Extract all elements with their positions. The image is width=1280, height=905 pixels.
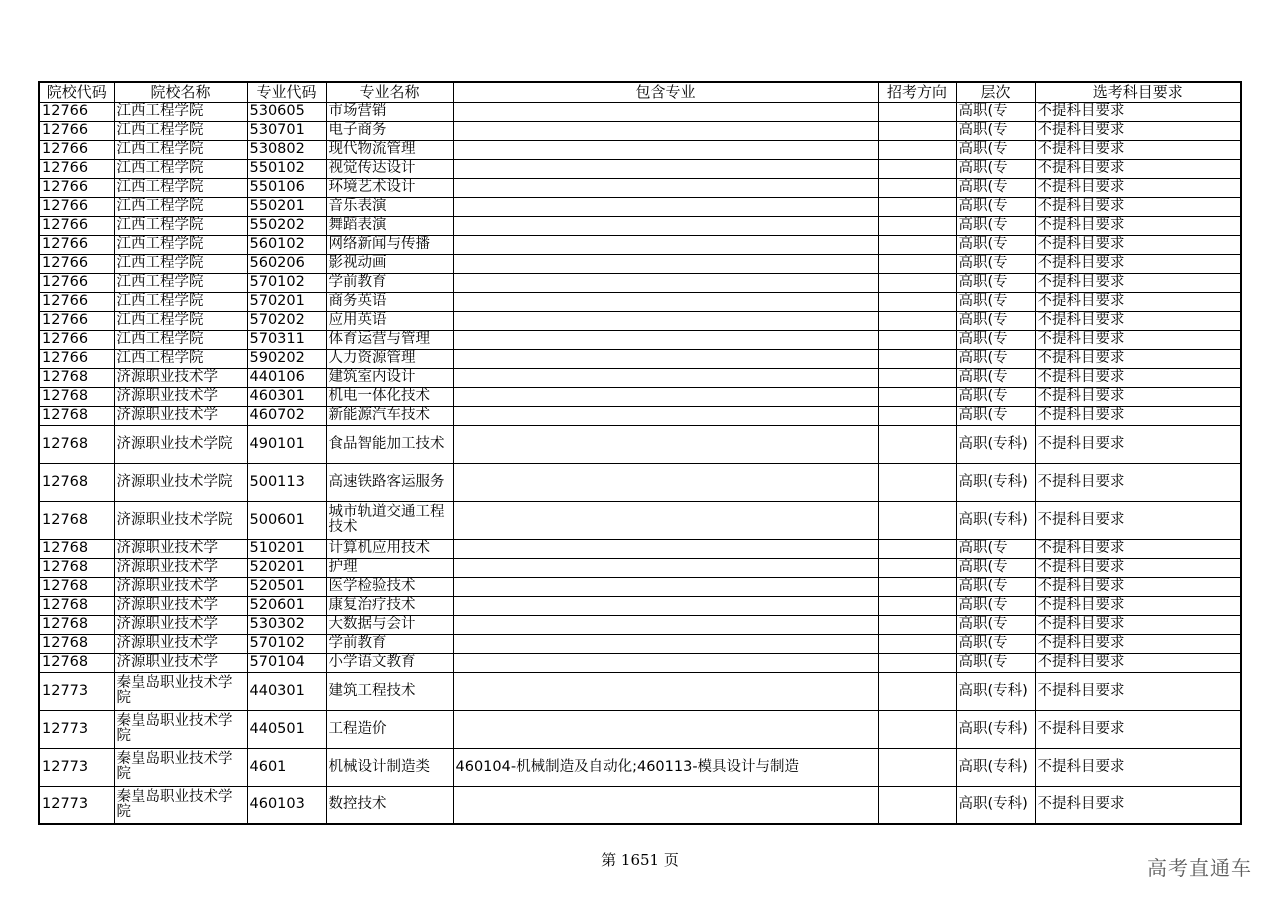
major-code-cell: 570102	[247, 273, 326, 292]
major-name-cell: 舞蹈表演	[326, 216, 453, 235]
major-name-cell: 影视动画	[326, 254, 453, 273]
major-code-cell: 550106	[247, 178, 326, 197]
level-cell: 高职(专	[956, 558, 1035, 577]
direction-cell	[878, 539, 956, 558]
major-code-cell: 560102	[247, 235, 326, 254]
direction-cell	[878, 311, 956, 330]
table-row	[39, 292, 1241, 311]
major-code-cell: 530701	[247, 121, 326, 140]
school-name-cell: 江西工程学院	[114, 178, 247, 197]
major-code-cell: 4601	[247, 748, 326, 786]
direction-cell	[878, 197, 956, 216]
school-name-cell: 济源职业技术学院	[114, 501, 247, 539]
major-name-cell: 大数据与会计	[326, 615, 453, 634]
subject-requirement-cell: 不提科目要求	[1035, 596, 1241, 615]
major-name-cell: 现代物流管理	[326, 140, 453, 159]
school-code-cell: 12766	[39, 159, 114, 178]
direction-cell	[878, 273, 956, 292]
level-cell: 高职(专科)	[956, 672, 1035, 710]
major-code-cell: 530802	[247, 140, 326, 159]
major-name-cell: 医学检验技术	[326, 577, 453, 596]
major-name-cell: 机械设计制造类	[326, 748, 453, 786]
table-row	[39, 577, 1241, 596]
school-code-cell: 12766	[39, 311, 114, 330]
major-code-cell: 520501	[247, 577, 326, 596]
school-code-cell: 12773	[39, 748, 114, 786]
header-level: 层次	[956, 82, 1035, 102]
major-code-cell: 570104	[247, 653, 326, 672]
subject-requirement-cell: 不提科目要求	[1035, 710, 1241, 748]
school-name-cell: 江西工程学院	[114, 121, 247, 140]
level-cell: 高职(专	[956, 349, 1035, 368]
subject-requirement-cell: 不提科目要求	[1035, 121, 1241, 140]
school-name-cell: 济源职业技术学	[114, 406, 247, 425]
direction-cell	[878, 558, 956, 577]
header-included-majors: 包含专业	[453, 82, 878, 102]
direction-cell	[878, 615, 956, 634]
subject-requirement-cell: 不提科目要求	[1035, 159, 1241, 178]
school-name-cell: 江西工程学院	[114, 216, 247, 235]
subject-requirement-cell: 不提科目要求	[1035, 615, 1241, 634]
direction-cell	[878, 577, 956, 596]
header-major-name: 专业名称	[326, 82, 453, 102]
level-cell: 高职(专科)	[956, 748, 1035, 786]
level-cell: 高职(专	[956, 197, 1035, 216]
included-majors-cell	[453, 330, 878, 349]
header-subject-requirement: 选考科目要求	[1035, 82, 1241, 102]
school-name-cell: 江西工程学院	[114, 159, 247, 178]
header-major-code: 专业代码	[247, 82, 326, 102]
major-code-cell: 440301	[247, 672, 326, 710]
table-row	[39, 501, 1241, 539]
major-name-cell: 学前教育	[326, 273, 453, 292]
school-code-cell: 12766	[39, 235, 114, 254]
school-name-cell: 江西工程学院	[114, 102, 247, 121]
subject-requirement-cell: 不提科目要求	[1035, 501, 1241, 539]
table-row	[39, 235, 1241, 254]
header-school-name: 院校名称	[114, 82, 247, 102]
major-name-cell: 数控技术	[326, 786, 453, 824]
school-name-cell: 江西工程学院	[114, 254, 247, 273]
direction-cell	[878, 710, 956, 748]
major-name-cell: 食品智能加工技术	[326, 425, 453, 463]
school-code-cell: 12773	[39, 672, 114, 710]
direction-cell	[878, 102, 956, 121]
included-majors-cell	[453, 615, 878, 634]
major-code-cell: 590202	[247, 349, 326, 368]
major-name-cell: 建筑室内设计	[326, 368, 453, 387]
major-name-cell: 护理	[326, 558, 453, 577]
level-cell: 高职(专	[956, 292, 1035, 311]
level-cell: 高职(专	[956, 596, 1035, 615]
school-name-cell: 济源职业技术学院	[114, 425, 247, 463]
table-row	[39, 368, 1241, 387]
included-majors-cell	[453, 311, 878, 330]
school-name-cell: 济源职业技术学	[114, 368, 247, 387]
school-name-cell: 江西工程学院	[114, 197, 247, 216]
included-majors-cell	[453, 387, 878, 406]
school-code-cell: 12766	[39, 349, 114, 368]
major-name-cell: 视觉传达设计	[326, 159, 453, 178]
major-code-cell: 520201	[247, 558, 326, 577]
major-code-cell: 500113	[247, 463, 326, 501]
level-cell: 高职(专	[956, 330, 1035, 349]
table-row	[39, 615, 1241, 634]
included-majors-cell	[453, 558, 878, 577]
school-code-cell: 12766	[39, 178, 114, 197]
subject-requirement-cell: 不提科目要求	[1035, 197, 1241, 216]
major-name-cell: 环境艺术设计	[326, 178, 453, 197]
major-code-cell: 570201	[247, 292, 326, 311]
level-cell: 高职(专科)	[956, 463, 1035, 501]
level-cell: 高职(专	[956, 311, 1035, 330]
direction-cell	[878, 387, 956, 406]
school-name-cell: 江西工程学院	[114, 330, 247, 349]
included-majors-cell	[453, 216, 878, 235]
level-cell: 高职(专	[956, 387, 1035, 406]
table-header-row	[39, 82, 1241, 102]
subject-requirement-cell: 不提科目要求	[1035, 216, 1241, 235]
level-cell: 高职(专	[956, 539, 1035, 558]
included-majors-cell	[453, 406, 878, 425]
major-name-cell: 人力资源管理	[326, 349, 453, 368]
school-code-cell: 12768	[39, 653, 114, 672]
major-code-cell: 560206	[247, 254, 326, 273]
table-row	[39, 406, 1241, 425]
major-code-cell: 440106	[247, 368, 326, 387]
table-row	[39, 140, 1241, 159]
major-name-cell: 商务英语	[326, 292, 453, 311]
level-cell: 高职(专	[956, 216, 1035, 235]
direction-cell	[878, 501, 956, 539]
subject-requirement-cell: 不提科目要求	[1035, 463, 1241, 501]
major-name-cell: 城市轨道交通工程技术	[326, 501, 453, 539]
major-code-cell: 570202	[247, 311, 326, 330]
table-row	[39, 558, 1241, 577]
table-row	[39, 178, 1241, 197]
level-cell: 高职(专	[956, 577, 1035, 596]
major-code-cell: 550202	[247, 216, 326, 235]
school-code-cell: 12773	[39, 786, 114, 824]
direction-cell	[878, 178, 956, 197]
subject-requirement-cell: 不提科目要求	[1035, 634, 1241, 653]
school-code-cell: 12768	[39, 406, 114, 425]
included-majors-cell	[453, 102, 878, 121]
subject-requirement-cell: 不提科目要求	[1035, 292, 1241, 311]
table-row	[39, 349, 1241, 368]
included-majors-cell	[453, 349, 878, 368]
level-cell: 高职(专科)	[956, 501, 1035, 539]
subject-requirement-cell: 不提科目要求	[1035, 748, 1241, 786]
admissions-table	[38, 81, 1242, 825]
included-majors-cell	[453, 273, 878, 292]
major-name-cell: 体育运营与管理	[326, 330, 453, 349]
school-name-cell: 济源职业技术学	[114, 596, 247, 615]
major-name-cell: 工程造价	[326, 710, 453, 748]
direction-cell	[878, 634, 956, 653]
subject-requirement-cell: 不提科目要求	[1035, 577, 1241, 596]
school-code-cell: 12773	[39, 710, 114, 748]
direction-cell	[878, 653, 956, 672]
direction-cell	[878, 292, 956, 311]
direction-cell	[878, 330, 956, 349]
major-code-cell: 460702	[247, 406, 326, 425]
major-name-cell: 建筑工程技术	[326, 672, 453, 710]
major-name-cell: 市场营销	[326, 102, 453, 121]
level-cell: 高职(专科)	[956, 786, 1035, 824]
included-majors-cell	[453, 539, 878, 558]
school-name-cell: 济源职业技术学	[114, 387, 247, 406]
direction-cell	[878, 216, 956, 235]
included-majors-cell	[453, 235, 878, 254]
page-number: 第 1651 页	[601, 851, 679, 869]
major-name-cell: 计算机应用技术	[326, 539, 453, 558]
school-code-cell: 12768	[39, 387, 114, 406]
school-code-cell: 12766	[39, 216, 114, 235]
included-majors-cell	[453, 121, 878, 140]
school-code-cell: 12768	[39, 558, 114, 577]
school-code-cell: 12766	[39, 273, 114, 292]
major-code-cell: 460103	[247, 786, 326, 824]
included-majors-cell	[453, 634, 878, 653]
table-row	[39, 710, 1241, 748]
watermark-text: 高考直通车	[1147, 856, 1252, 880]
level-cell: 高职(专	[956, 235, 1035, 254]
level-cell: 高职(专	[956, 254, 1035, 273]
school-name-cell: 秦皇岛职业技术学院	[114, 786, 247, 824]
subject-requirement-cell: 不提科目要求	[1035, 406, 1241, 425]
subject-requirement-cell: 不提科目要求	[1035, 235, 1241, 254]
direction-cell	[878, 406, 956, 425]
major-name-cell: 学前教育	[326, 634, 453, 653]
subject-requirement-cell: 不提科目要求	[1035, 140, 1241, 159]
direction-cell	[878, 140, 956, 159]
direction-cell	[878, 425, 956, 463]
included-majors-cell	[453, 159, 878, 178]
subject-requirement-cell: 不提科目要求	[1035, 349, 1241, 368]
table-row	[39, 102, 1241, 121]
included-majors-cell	[453, 653, 878, 672]
level-cell: 高职(专	[956, 140, 1035, 159]
subject-requirement-cell: 不提科目要求	[1035, 786, 1241, 824]
subject-requirement-cell: 不提科目要求	[1035, 311, 1241, 330]
school-name-cell: 秦皇岛职业技术学院	[114, 748, 247, 786]
school-code-cell: 12768	[39, 501, 114, 539]
direction-cell	[878, 368, 956, 387]
major-code-cell: 490101	[247, 425, 326, 463]
included-majors-cell	[453, 368, 878, 387]
table-row	[39, 539, 1241, 558]
major-name-cell: 网络新闻与传播	[326, 235, 453, 254]
subject-requirement-cell: 不提科目要求	[1035, 558, 1241, 577]
table-row	[39, 254, 1241, 273]
major-code-cell: 570102	[247, 634, 326, 653]
direction-cell	[878, 121, 956, 140]
direction-cell	[878, 159, 956, 178]
subject-requirement-cell: 不提科目要求	[1035, 102, 1241, 121]
major-name-cell: 小学语文教育	[326, 653, 453, 672]
table-row	[39, 197, 1241, 216]
table-row	[39, 311, 1241, 330]
header-direction: 招考方向	[878, 82, 956, 102]
direction-cell	[878, 463, 956, 501]
subject-requirement-cell: 不提科目要求	[1035, 672, 1241, 710]
table-row	[39, 653, 1241, 672]
level-cell: 高职(专	[956, 178, 1035, 197]
school-name-cell: 秦皇岛职业技术学院	[114, 672, 247, 710]
included-majors-cell	[453, 786, 878, 824]
school-code-cell: 12766	[39, 121, 114, 140]
school-code-cell: 12768	[39, 577, 114, 596]
school-code-cell: 12766	[39, 254, 114, 273]
table-row	[39, 748, 1241, 786]
subject-requirement-cell: 不提科目要求	[1035, 653, 1241, 672]
table-row	[39, 463, 1241, 501]
school-code-cell: 12768	[39, 634, 114, 653]
school-code-cell: 12766	[39, 330, 114, 349]
school-name-cell: 江西工程学院	[114, 311, 247, 330]
school-name-cell: 江西工程学院	[114, 349, 247, 368]
included-majors-cell	[453, 710, 878, 748]
included-majors-cell	[453, 672, 878, 710]
major-name-cell: 高速铁路客运服务	[326, 463, 453, 501]
direction-cell	[878, 254, 956, 273]
school-name-cell: 济源职业技术学	[114, 653, 247, 672]
major-name-cell: 应用英语	[326, 311, 453, 330]
subject-requirement-cell: 不提科目要求	[1035, 178, 1241, 197]
level-cell: 高职(专	[956, 406, 1035, 425]
direction-cell	[878, 235, 956, 254]
level-cell: 高职(专	[956, 273, 1035, 292]
direction-cell	[878, 748, 956, 786]
school-code-cell: 12768	[39, 368, 114, 387]
school-code-cell: 12768	[39, 615, 114, 634]
subject-requirement-cell: 不提科目要求	[1035, 387, 1241, 406]
school-code-cell: 12768	[39, 425, 114, 463]
school-code-cell: 12766	[39, 102, 114, 121]
school-name-cell: 江西工程学院	[114, 235, 247, 254]
table-row	[39, 330, 1241, 349]
table-row	[39, 121, 1241, 140]
level-cell: 高职(专科)	[956, 425, 1035, 463]
table-row	[39, 387, 1241, 406]
major-code-cell: 550102	[247, 159, 326, 178]
table-row	[39, 425, 1241, 463]
subject-requirement-cell: 不提科目要求	[1035, 425, 1241, 463]
direction-cell	[878, 349, 956, 368]
table-row	[39, 634, 1241, 653]
school-name-cell: 济源职业技术学	[114, 577, 247, 596]
included-majors-cell	[453, 140, 878, 159]
included-majors-cell	[453, 596, 878, 615]
included-majors-cell	[453, 463, 878, 501]
school-name-cell: 济源职业技术学	[114, 615, 247, 634]
included-majors-cell	[453, 425, 878, 463]
school-name-cell: 江西工程学院	[114, 273, 247, 292]
school-name-cell: 济源职业技术学院	[114, 463, 247, 501]
school-code-cell: 12768	[39, 596, 114, 615]
level-cell: 高职(专	[956, 102, 1035, 121]
major-code-cell: 520601	[247, 596, 326, 615]
level-cell: 高职(专科)	[956, 710, 1035, 748]
included-majors-cell: 460104-机械制造及自动化;460113-模具设计与制造	[453, 748, 878, 786]
major-name-cell: 机电一体化技术	[326, 387, 453, 406]
header-school-code: 院校代码	[39, 82, 114, 102]
school-code-cell: 12766	[39, 140, 114, 159]
school-name-cell: 济源职业技术学	[114, 539, 247, 558]
table-row	[39, 672, 1241, 710]
table-body	[39, 102, 1241, 824]
subject-requirement-cell: 不提科目要求	[1035, 273, 1241, 292]
major-name-cell: 音乐表演	[326, 197, 453, 216]
major-code-cell: 500601	[247, 501, 326, 539]
table-row	[39, 786, 1241, 824]
direction-cell	[878, 596, 956, 615]
included-majors-cell	[453, 501, 878, 539]
school-code-cell: 12766	[39, 197, 114, 216]
school-name-cell: 济源职业技术学	[114, 634, 247, 653]
direction-cell	[878, 672, 956, 710]
included-majors-cell	[453, 197, 878, 216]
school-name-cell: 济源职业技术学	[114, 558, 247, 577]
major-code-cell: 460301	[247, 387, 326, 406]
included-majors-cell	[453, 178, 878, 197]
table-row	[39, 216, 1241, 235]
major-code-cell: 530302	[247, 615, 326, 634]
table-row	[39, 159, 1241, 178]
subject-requirement-cell: 不提科目要求	[1035, 254, 1241, 273]
major-code-cell: 550201	[247, 197, 326, 216]
included-majors-cell	[453, 292, 878, 311]
major-name-cell: 电子商务	[326, 121, 453, 140]
table-row	[39, 596, 1241, 615]
direction-cell	[878, 786, 956, 824]
school-name-cell: 江西工程学院	[114, 140, 247, 159]
level-cell: 高职(专	[956, 634, 1035, 653]
level-cell: 高职(专	[956, 615, 1035, 634]
subject-requirement-cell: 不提科目要求	[1035, 539, 1241, 558]
major-code-cell: 440501	[247, 710, 326, 748]
school-code-cell: 12768	[39, 463, 114, 501]
level-cell: 高职(专	[956, 121, 1035, 140]
subject-requirement-cell: 不提科目要求	[1035, 330, 1241, 349]
level-cell: 高职(专	[956, 159, 1035, 178]
level-cell: 高职(专	[956, 653, 1035, 672]
school-name-cell: 江西工程学院	[114, 292, 247, 311]
major-name-cell: 新能源汽车技术	[326, 406, 453, 425]
school-code-cell: 12768	[39, 539, 114, 558]
major-code-cell: 510201	[247, 539, 326, 558]
school-name-cell: 秦皇岛职业技术学院	[114, 710, 247, 748]
subject-requirement-cell: 不提科目要求	[1035, 368, 1241, 387]
level-cell: 高职(专	[956, 368, 1035, 387]
table-row	[39, 273, 1241, 292]
major-code-cell: 530605	[247, 102, 326, 121]
included-majors-cell	[453, 577, 878, 596]
school-code-cell: 12766	[39, 292, 114, 311]
major-name-cell: 康复治疗技术	[326, 596, 453, 615]
included-majors-cell	[453, 254, 878, 273]
major-code-cell: 570311	[247, 330, 326, 349]
